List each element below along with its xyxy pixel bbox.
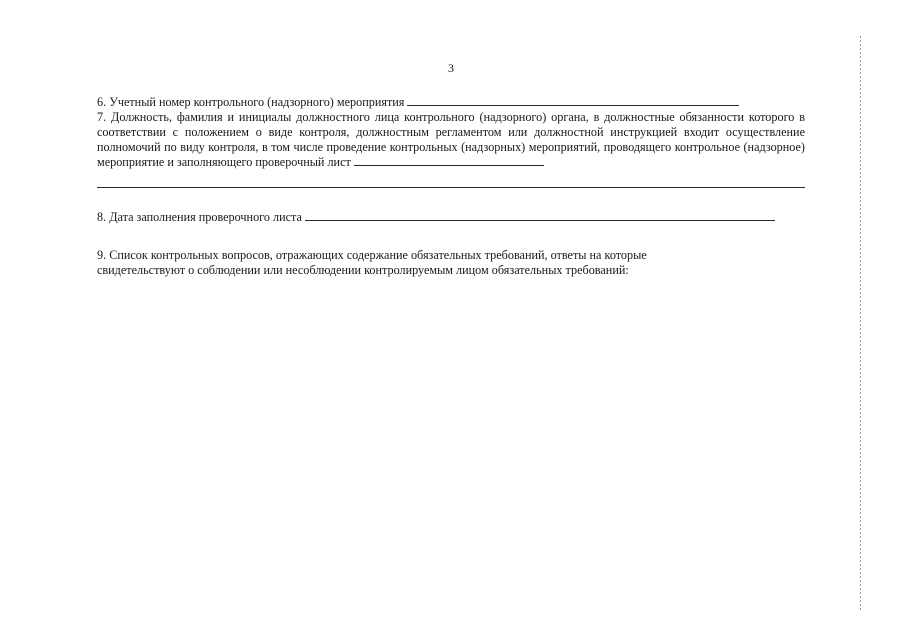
item-9-line-2: свидетельствуют о соблюдении или несоблюдении контролируемым лицом обязательных требований: <box>97 263 629 277</box>
item-8-text: 8. Дата заполнения проверочного листа <box>97 210 302 224</box>
item-9 <box>97 248 805 278</box>
item-6-fill-line[interactable] <box>407 95 739 106</box>
item-8 <box>97 210 805 225</box>
scan-edge <box>860 36 861 611</box>
item-6-text: 6. Учетный номер контрольного (надзорного) мероприятия <box>97 95 405 109</box>
item-6 <box>97 95 805 110</box>
item-7 <box>97 110 805 170</box>
item-8-fill-line[interactable] <box>305 210 775 221</box>
form-content <box>97 95 805 278</box>
item-7-text: 7. Должность, фамилия и инициалы должностного лица контрольного (надзорного) органа, в должностные обязанности которого в соответствии с положением о виде контроля, должностным регламентом или должностной инструкцией входит осуществление полномочий по виду контроля, в том числе проведение контрольных (надзорных) мероприятий, проводящего контрольное (надзорное) мероприятие и заполняющего проверочный лист <box>97 110 805 169</box>
item-9-line-1: 9. Список контрольных вопросов, отражающих содержание обязательных требований, ответы на которые <box>97 248 647 262</box>
page-number: 3 <box>448 61 454 75</box>
item-7-fill-line-continued[interactable] <box>97 186 805 188</box>
item-7-fill-line[interactable] <box>354 155 544 166</box>
